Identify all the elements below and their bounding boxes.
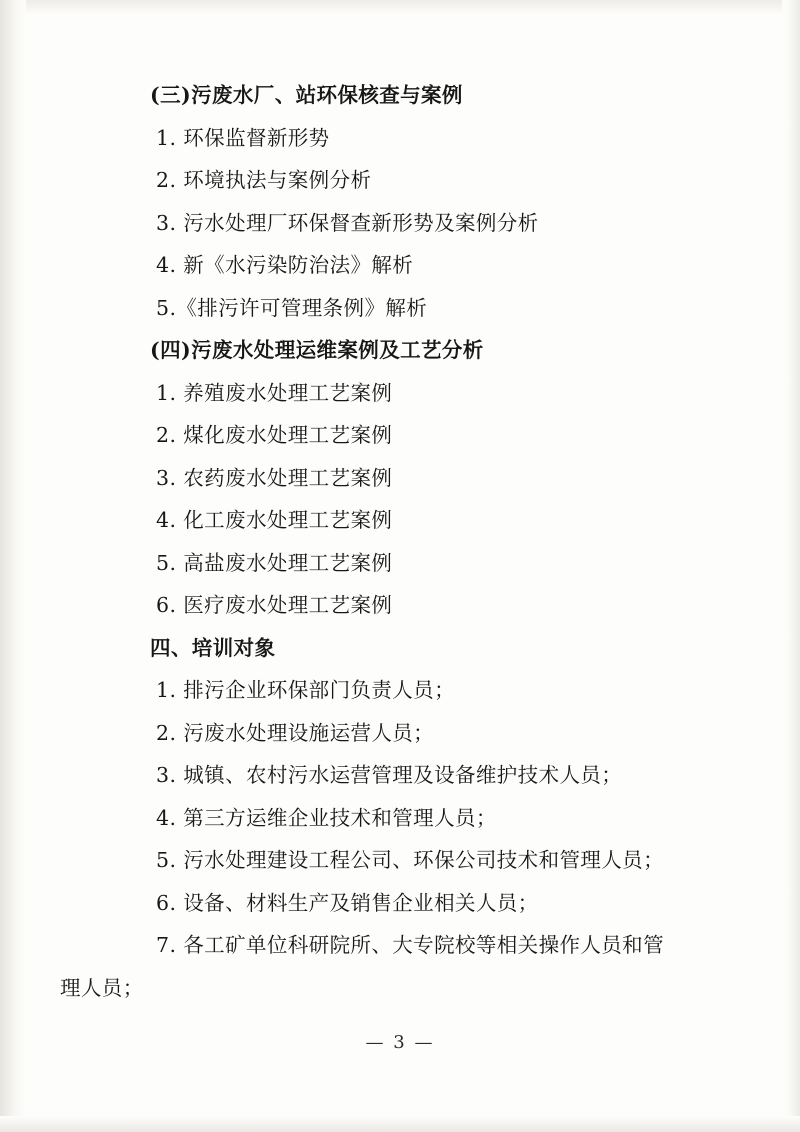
section-heading: (三)污废水厂、站环保核查与案例: [150, 83, 463, 107]
list-item: 2. 污废水处理设施运营人员；: [156, 720, 435, 745]
page-edge-right: [782, 0, 800, 1132]
page-edge-top: [0, 0, 800, 14]
list-item: 5. 污水处理建设工程公司、环保公司技术和管理人员；: [156, 848, 664, 872]
list-item-continuation: 理人员；: [60, 975, 144, 1000]
page-number: — 3 —: [365, 1032, 435, 1053]
document-body: [60, 74, 708, 1009]
list-item: 6. 设备、材料生产及销售企业相关人员；: [156, 890, 539, 915]
list-item: 2. 环境执法与案例分析: [156, 168, 372, 192]
list-item: 6. 医疗废水处理工艺案例: [156, 593, 393, 617]
list-item: 2. 煤化废水处理工艺案例: [156, 423, 393, 447]
list-item: 4. 化工废水处理工艺案例: [156, 508, 393, 532]
list-item: 3. 农药废水处理工艺案例: [156, 465, 393, 490]
list-item: 3. 污水处理厂环保督查新形势及案例分析: [156, 210, 539, 235]
list-item: 1. 排污企业环保部门负责人员；: [156, 678, 455, 702]
list-item: 5.《排污许可管理条例》解析: [156, 295, 428, 320]
list-item: 7. 各工矿单位科研院所、大专院校等相关操作人员和管: [156, 933, 664, 957]
section-heading: 四、培训对象: [150, 635, 276, 660]
list-item: 3. 城镇、农村污水运营管理及设备维护技术人员；: [156, 763, 623, 787]
list-item: 1. 养殖废水处理工艺案例: [156, 380, 393, 405]
list-item: 4. 第三方运维企业技术和管理人员；: [156, 805, 497, 830]
section-heading: (四)污废水处理运维案例及工艺分析: [150, 338, 484, 362]
list-item: 4. 新《水污染防治法》解析: [156, 253, 414, 277]
list-item: 1. 环保监督新形势: [156, 125, 330, 150]
list-item: 5. 高盐废水处理工艺案例: [156, 550, 393, 575]
page-edge-bottom: [0, 1116, 800, 1132]
page-edge-left: [0, 0, 26, 1132]
